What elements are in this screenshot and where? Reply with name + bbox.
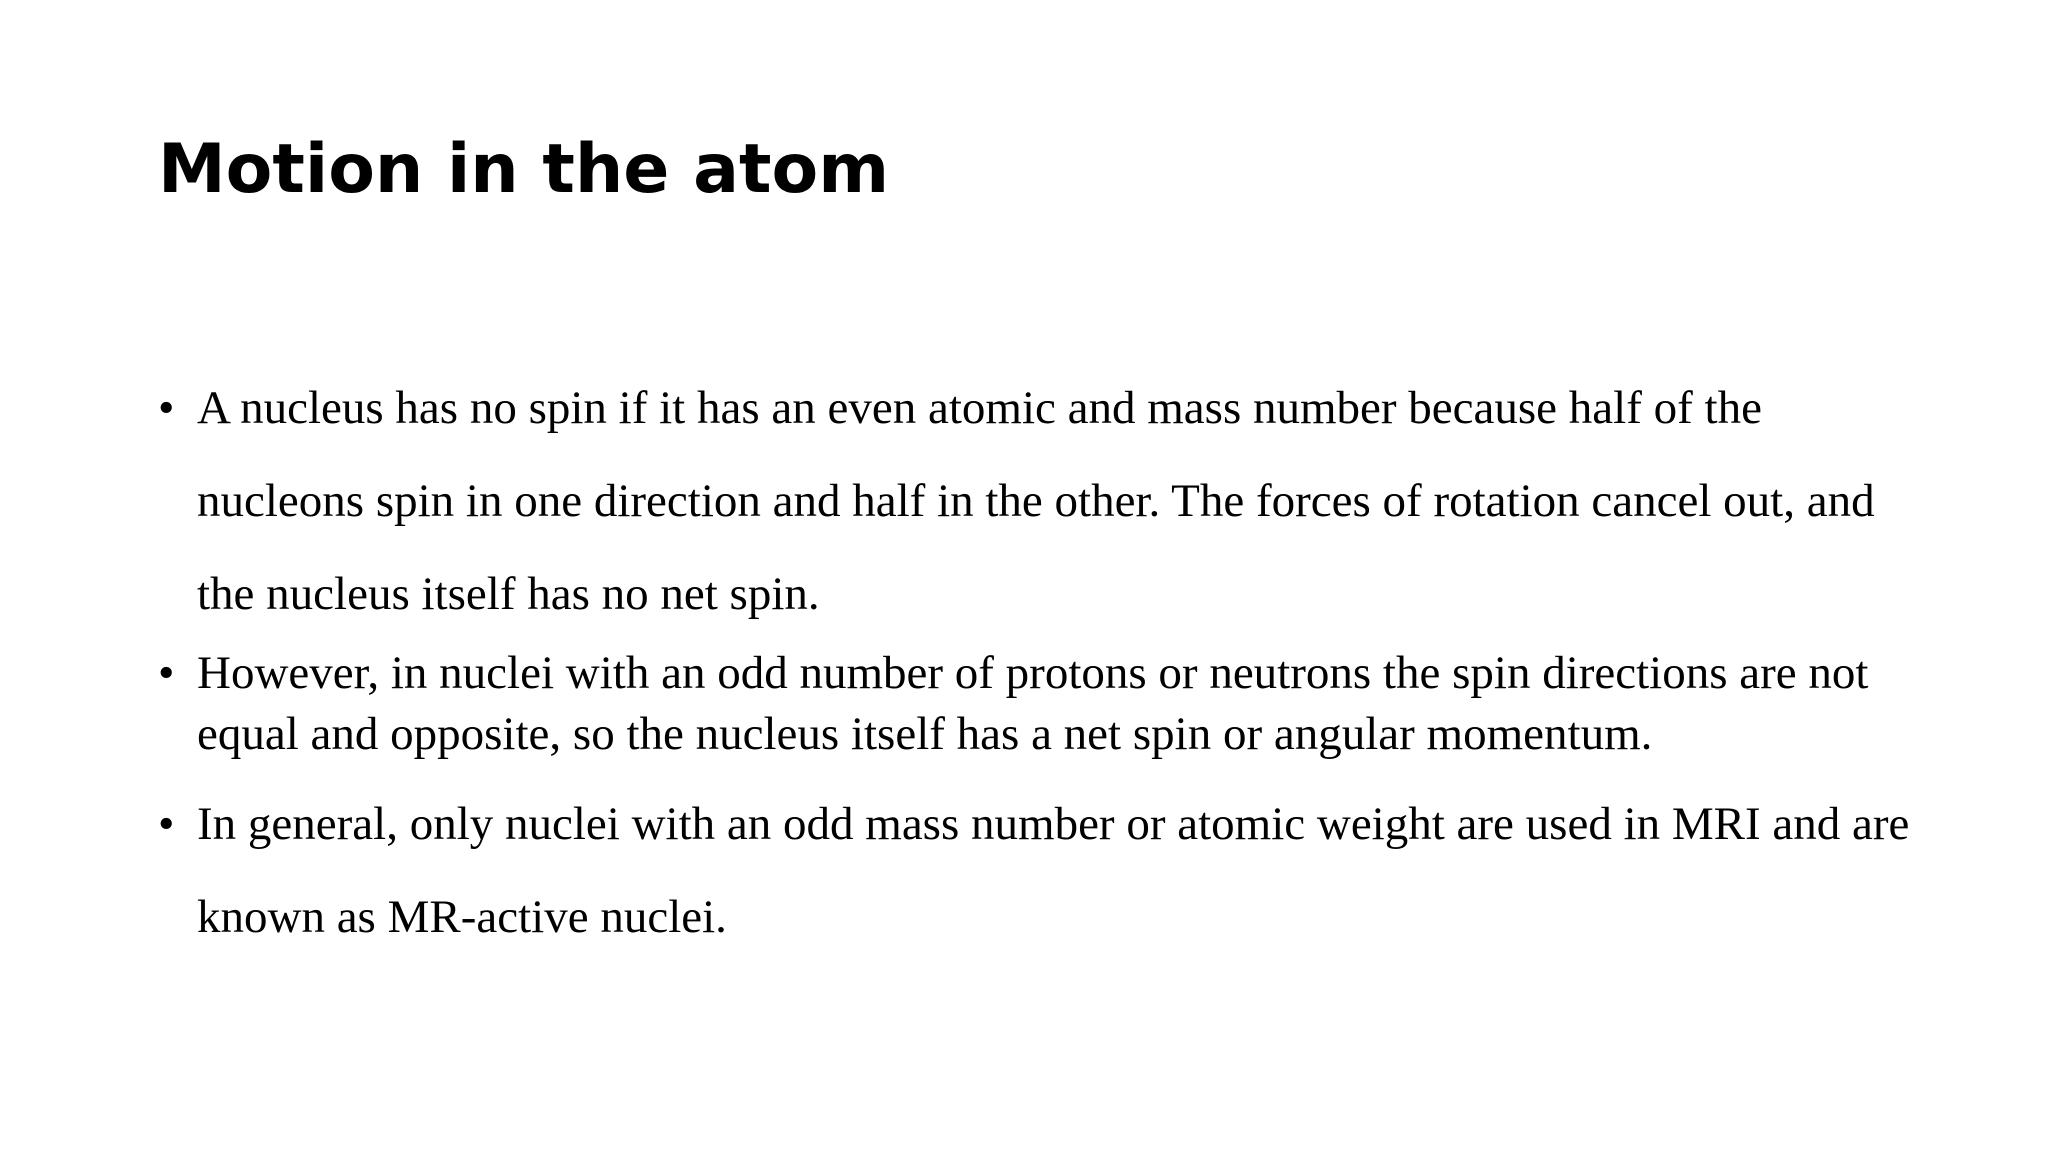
bullet-dot-icon: • bbox=[158, 798, 175, 850]
bullet-list bbox=[158, 362, 1918, 964]
bullet-text: In general, only nuclei with an odd mass number or atomic weight are used in MRI and are known as MR-active nuclei. bbox=[197, 798, 1910, 943]
bullet-text: However, in nuclei with an odd number of protons or neutrons the spin directions are not equal and opposite, so the nucleus itself has a net spin or angular momentum. bbox=[197, 647, 1869, 760]
bullet-item bbox=[158, 362, 1918, 641]
bullet-dot-icon: • bbox=[158, 382, 175, 434]
bullet-text: A nucleus has no spin if it has an even atomic and mass number because half of the nucleons spin in one direction and half in the other. The forces of rotation cancel out, and the nucleus itself has no net spin. bbox=[197, 382, 1875, 620]
bullet-item bbox=[158, 643, 1918, 765]
bullet-dot-icon: • bbox=[158, 647, 175, 699]
bullet-item bbox=[158, 778, 1918, 964]
slide-title: Motion in the atom bbox=[158, 130, 890, 209]
